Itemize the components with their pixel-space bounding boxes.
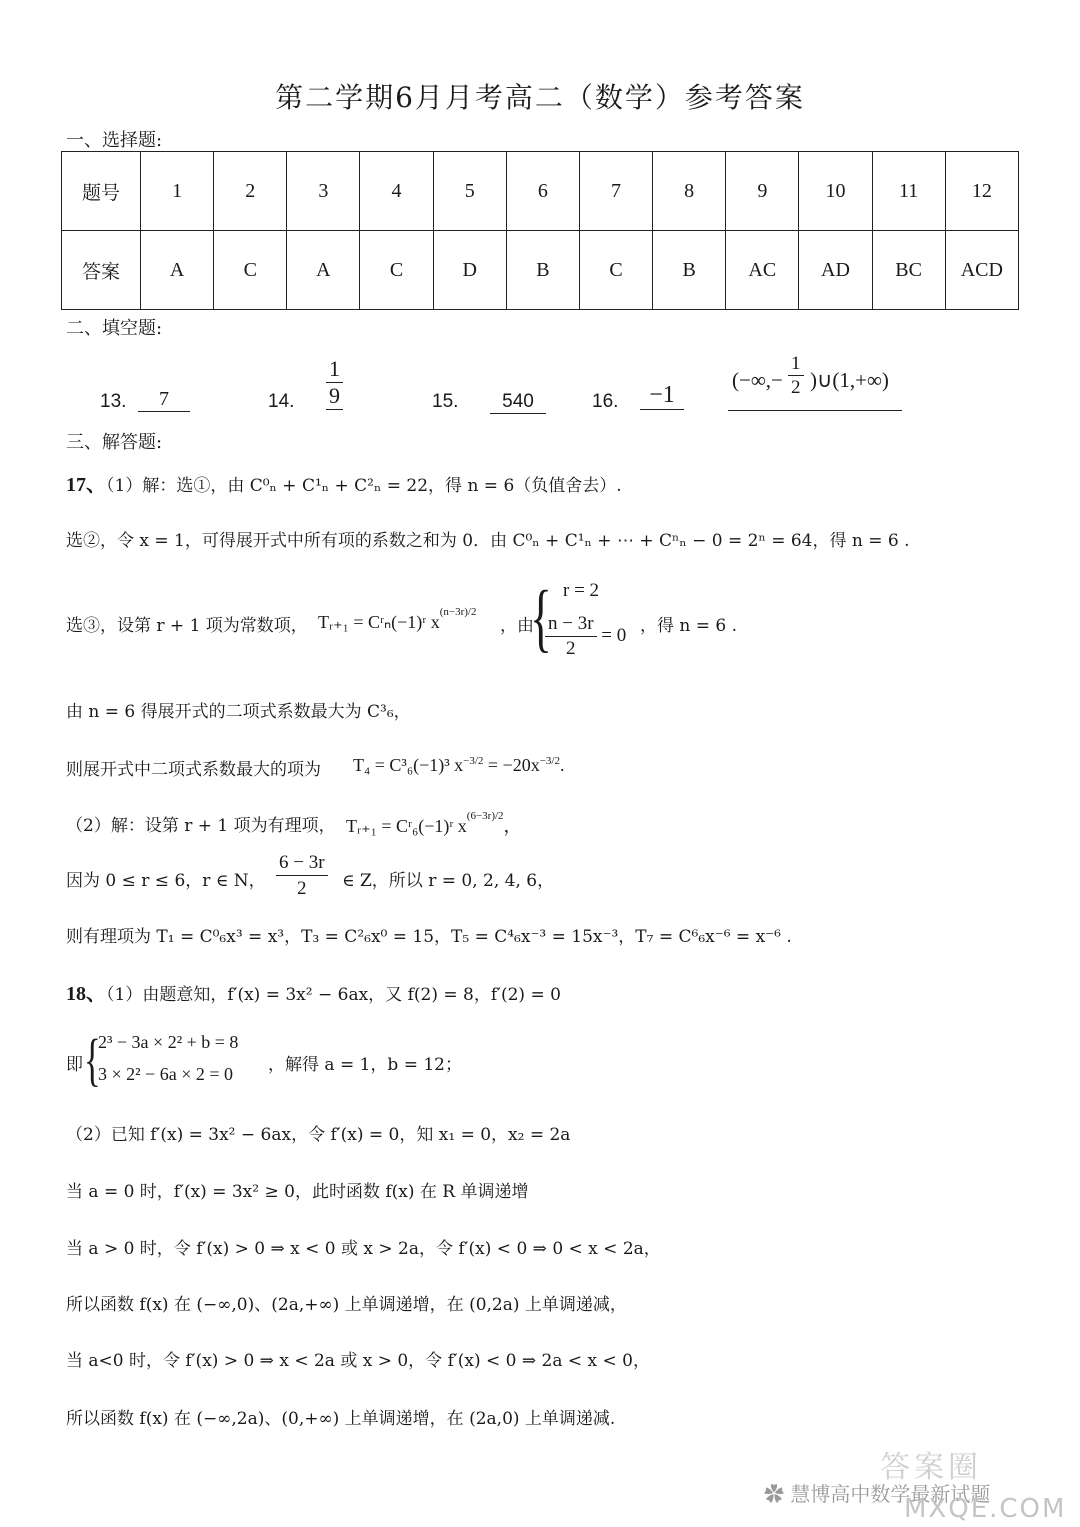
- p17-line-8: 则有理项为 T₁ = C⁰₆x³ = x³，T₃ = C²₆x⁰ = 15，T₅ = C⁴₆x⁻³ = 15x⁻³，T₇ = C⁶₆x⁻⁶ = x⁻⁶ .: [66, 927, 792, 947]
- p17-number: 17、: [66, 474, 106, 496]
- q14-denominator: 9: [326, 383, 343, 410]
- q14-answer: [326, 356, 343, 410]
- p18-line-7: 当 a<0 时，令 f′(x) > 0 ⇒ x < 2a 或 x > 0，令 f′(x) < 0 ⇒ 2a < x < 0，: [66, 1351, 650, 1371]
- p17-line-5a: 则展开式中二项式系数最大的项为: [66, 760, 321, 780]
- p17-sys-denominator: 2: [566, 638, 576, 659]
- row-label-answer: 答案: [62, 231, 141, 310]
- p17-line-7b: ∈ Z，所以 r = 0, 2, 4, 6，: [342, 871, 555, 891]
- interval-right: )∪(1,+∞): [810, 368, 889, 392]
- p17-max-exp2: −3/2: [539, 755, 560, 767]
- watermark-stamp: 答案圈: [880, 1450, 982, 1485]
- row-label-number: 题号: [62, 152, 141, 231]
- p17-line-3a: 选③，设第 r + 1 项为常数项，: [66, 616, 308, 636]
- q14-numerator: 1: [326, 356, 343, 383]
- p17-rational-exp: (6−3r)/2: [466, 810, 504, 822]
- p17-system-eq1: r = 2: [563, 580, 600, 601]
- q14-label: 14.: [268, 391, 295, 412]
- section-heading-fill: 二、填空题:: [66, 318, 163, 339]
- table-cell: AC: [726, 231, 799, 310]
- p17-line-3b: [318, 606, 477, 633]
- p18-line-6: 所以函数 f(x) 在 (−∞,0)、(2a,+∞) 上单调递增，在 (0,2a) 上单调递减，: [66, 1295, 627, 1315]
- p17-line-6a: （2）解：设第 r + 1 项为有理项，: [66, 816, 336, 836]
- p17-max-exp1: −3/2: [463, 755, 484, 767]
- table-cell: 7: [579, 152, 652, 231]
- table-cell: C: [360, 231, 433, 310]
- table-cell: AD: [799, 231, 872, 310]
- p18-line-5: 当 a > 0 时，令 f′(x) > 0 ⇒ x < 0 或 x > 2a，令 f′(x) < 0 ⇒ 0 < x < 2a，: [66, 1239, 661, 1259]
- left-brace-icon: {: [530, 576, 552, 660]
- table-cell: C: [214, 231, 287, 310]
- table-cell: C: [579, 231, 652, 310]
- table-cell: 8: [653, 152, 726, 231]
- p17-max-term: T₄ = C³₆(−1)³ x: [353, 755, 464, 775]
- p17-max-value: = −20x: [483, 755, 540, 775]
- p17-line-3c: ，由: [500, 616, 534, 636]
- p18-line-4: 当 a = 0 时，f′(x) = 3x² ≥ 0，此时函数 f(x) 在 R 单调递增: [66, 1182, 529, 1202]
- p17-line-6b: [346, 812, 522, 838]
- p18-line-8: 所以函数 f(x) 在 (−∞,2a)、(0,+∞) 上单调递增，在 (2a,0) 上单调递减.: [66, 1409, 616, 1429]
- table-cell: D: [433, 231, 506, 310]
- p17-line-2: 选②，令 x = 1，可得展开式中所有项的系数之和为 0．由 C⁰ₙ + C¹ₙ + ⋯ + Cⁿₙ − 0 = 2ⁿ = 64，得 n = 6 .: [66, 531, 910, 551]
- section-heading-solve: 三、解答题:: [66, 432, 163, 453]
- p17-line-3d: ，得 n = 6 .: [640, 616, 738, 636]
- watermark-site: MXQE.COM: [904, 1494, 1067, 1524]
- table-cell: B: [653, 231, 726, 310]
- table-cell: 1: [141, 152, 214, 231]
- p17-sys-numerator: n − 3r: [545, 612, 597, 637]
- left-brace-icon: {: [84, 1027, 101, 1092]
- p17-line-4: 由 n = 6 得展开式的二项式系数最大为 C³₆，: [66, 702, 411, 722]
- q15-label: 15.: [432, 391, 459, 412]
- p17-rational-term: Tᵣ₊₁ = Cʳ₆(−1)ʳ x: [346, 816, 467, 836]
- table-cell: 10: [799, 152, 872, 231]
- p17-line-7-frac: [276, 850, 328, 901]
- p17-frac-denominator: 2: [297, 878, 307, 899]
- p17-frac-numerator: 6 − 3r: [276, 850, 328, 876]
- table-cell: 3: [287, 152, 360, 231]
- p18-number: 18、: [66, 983, 106, 1005]
- table-row-numbers: [62, 152, 1019, 231]
- table-cell: 6: [506, 152, 579, 231]
- p17-comma: ，: [503, 816, 522, 836]
- p18-line-2a: 即: [66, 1055, 83, 1075]
- p17-text-1: （1）解：选①，由 C⁰ₙ + C¹ₙ + C²ₙ = 22，得 n = 6（负值舍去）.: [106, 476, 622, 496]
- wechat-icon: ✿: [764, 1482, 784, 1506]
- table-cell: A: [287, 231, 360, 310]
- q15-answer: 540: [490, 391, 546, 414]
- answer-table: [61, 151, 1019, 310]
- q13-label: 13.: [100, 391, 127, 412]
- page-title: 第二学期6月月考高二（数学）参考答案: [275, 81, 805, 114]
- p17-system-eq2: [545, 612, 626, 661]
- p17-sys-rhs: = 0: [601, 624, 627, 646]
- p17-period: .: [559, 755, 565, 775]
- table-cell: BC: [872, 231, 945, 310]
- p17-term-formula: Tᵣ₊₁ = Cʳₙ(−1)ʳ x: [318, 612, 440, 632]
- interval-denominator: 2: [791, 377, 801, 398]
- section-heading-choice: 一、选择题:: [66, 130, 163, 151]
- p17-term-exponent: (n−3r)/2: [439, 606, 477, 618]
- q16-answer: −1: [640, 382, 684, 410]
- p18-line-1: [66, 977, 561, 1006]
- p18-text-1: （1）由题意知，f′(x) = 3x² − 6ax，又 f(2) = 8，f′(2) = 0: [106, 985, 561, 1005]
- p17-line-7a: 因为 0 ≤ r ≤ 6，r ∈ N，: [66, 871, 266, 891]
- q16-label: 16.: [592, 391, 619, 412]
- p17-line-5b: [353, 755, 564, 776]
- p18-line-3: （2）已知 f′(x) = 3x² − 6ax，令 f′(x) = 0，知 x₁ = 0，x₂ = 2a: [66, 1125, 571, 1145]
- q13-answer: 7: [138, 388, 190, 412]
- table-row-answers: [62, 231, 1019, 310]
- p18-line-2b: ，解得 a = 1，b = 12；: [268, 1055, 462, 1075]
- table-cell: 2: [214, 152, 287, 231]
- table-cell: B: [506, 231, 579, 310]
- table-cell: A: [141, 231, 214, 310]
- table-cell: 12: [945, 152, 1018, 231]
- table-cell: 5: [433, 152, 506, 231]
- table-cell: 9: [726, 152, 799, 231]
- table-cell: ACD: [945, 231, 1018, 310]
- wechat-account-name: 慧博高中数学最新试题: [790, 1482, 991, 1506]
- interval-left: (−∞,−: [732, 368, 783, 392]
- p17-line-1: [66, 468, 622, 497]
- q16-interval-answer: [728, 352, 902, 411]
- table-cell: 4: [360, 152, 433, 231]
- table-cell: 11: [872, 152, 945, 231]
- p18-system-eq1: 2³ − 3a × 2² + b = 8: [98, 1032, 239, 1052]
- interval-numerator: 1: [788, 352, 804, 376]
- p18-system-eq2: 3 × 2² − 6a × 2 = 0: [98, 1064, 233, 1084]
